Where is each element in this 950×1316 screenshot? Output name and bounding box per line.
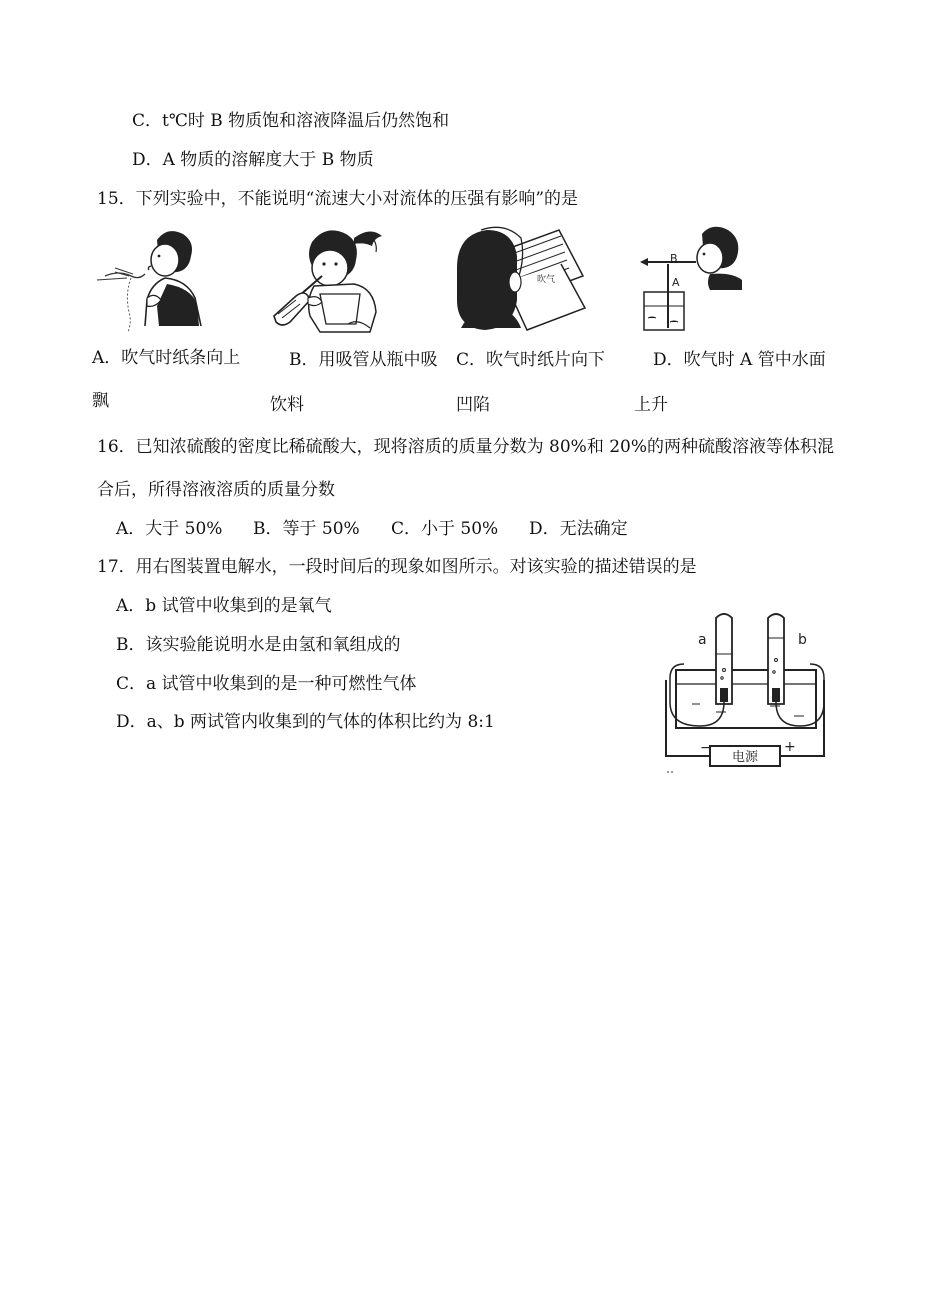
q15-caption-c-line1: C．吹气时纸片向下 bbox=[456, 350, 606, 370]
figure-paper-on-books bbox=[451, 224, 586, 332]
tube-b-label: b bbox=[798, 632, 807, 648]
q15-stem: 15．下列实验中，不能说明“流速大小对流体的压强有影响”的是 bbox=[97, 189, 579, 209]
q15-caption-a-line2: 飘 bbox=[92, 391, 109, 411]
q17-option-a: A．b 试管中收集到的是氧气 bbox=[116, 596, 332, 616]
q15-caption-a-line1: A．吹气时纸条向上 bbox=[92, 348, 241, 368]
tube-a-label: a bbox=[698, 632, 707, 648]
q16-stem-line2: 合后，所得溶液溶质的质量分数 bbox=[97, 480, 335, 500]
q15-caption-d-line2: 上升 bbox=[634, 395, 668, 415]
figure-straw-bottle bbox=[268, 224, 390, 334]
q15-caption-b-line2: 饮料 bbox=[270, 395, 304, 415]
q16-option-d: D．无法确定 bbox=[529, 519, 628, 539]
q17-option-c: C．a 试管中收集到的是一种可燃性气体 bbox=[116, 674, 417, 694]
figure-d-tube-b-label: B bbox=[670, 252, 678, 265]
q16-option-a: A．大于 50% bbox=[116, 519, 223, 539]
q17-stem: 17．用右图装置电解水，一段时间后的现象如图所示。对该实验的描述错误的是 bbox=[97, 557, 697, 577]
q15-caption-b-line1: B．用吸管从瓶中吸 bbox=[289, 350, 438, 370]
figure-d-tube-a-label: A bbox=[672, 276, 680, 289]
q16-stem-line1: 16．已知浓硫酸的密度比稀硫酸大，现将溶质的质量分数为 80%和 20%的两种硫酸溶液等体积混 bbox=[97, 437, 835, 457]
figure-c-blow-label: 吹气 bbox=[537, 275, 556, 285]
q14-option-c: C．t℃时 B 物质饱和溶液降温后仍然饱和 bbox=[132, 111, 450, 131]
q14-option-d: D．A 物质的溶解度大于 B 物质 bbox=[132, 150, 374, 170]
q16-option-c: C．小于 50% bbox=[391, 519, 499, 539]
figure-blow-paper-strip bbox=[95, 226, 215, 334]
figure-tube-in-beaker bbox=[638, 224, 744, 332]
positive-terminal-label: + bbox=[784, 739, 796, 755]
q16-option-b: B．等于 50% bbox=[253, 519, 360, 539]
q15-caption-d-line1: D．吹气时 A 管中水面 bbox=[653, 350, 826, 370]
figure-electrolysis-apparatus bbox=[662, 610, 832, 776]
negative-terminal-label: − bbox=[700, 740, 712, 756]
q15-caption-c-line2: 凹陷 bbox=[456, 395, 490, 415]
q17-option-d: D．a、b 两试管内收集到的气体的体积比约为 8:1 bbox=[116, 712, 495, 732]
power-supply-label: 电源 bbox=[731, 750, 759, 765]
q17-option-b: B．该实验能说明水是由氢和氧组成的 bbox=[116, 635, 401, 655]
